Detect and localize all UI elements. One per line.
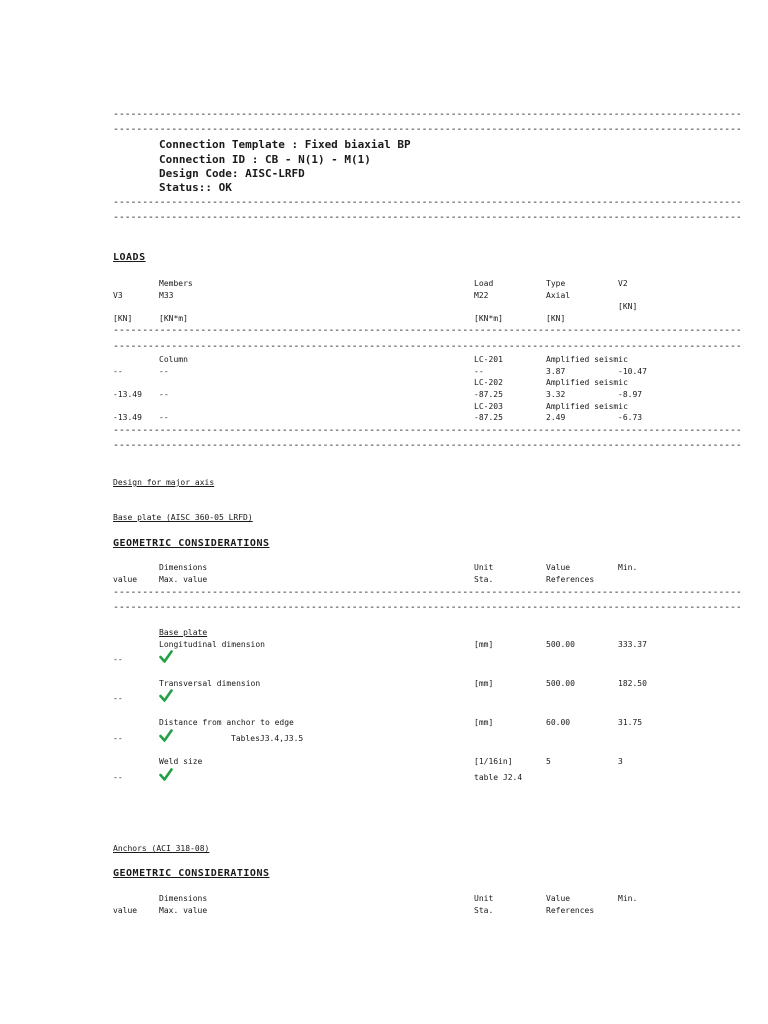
col-load: Load (474, 279, 494, 288)
geo-refs: References (546, 906, 595, 915)
check-icon (159, 729, 173, 742)
item-name: Longitudinal dimension (159, 640, 265, 649)
geo-min: Min. (618, 563, 638, 572)
separator-line: ------------------------------------------------------------------------------------------------------------ (113, 425, 742, 436)
load-v2: -10.47 (618, 367, 647, 376)
col-v3: V3 (113, 291, 123, 300)
item-min: 3 (618, 757, 623, 766)
geo-sta: Sta. (474, 906, 494, 915)
member-v3: -- (113, 367, 123, 376)
item-unit: [mm] (474, 640, 494, 649)
separator-line: ------------------------------------------------------------------------------------------------------------ (113, 212, 742, 223)
load-m33: -- (159, 413, 169, 422)
item-max: -- (113, 734, 123, 743)
geo-unit: Unit (474, 563, 494, 572)
separator-line: ------------------------------------------------------------------------------------------------------------ (113, 587, 742, 598)
load-v2: -6.73 (618, 413, 643, 422)
col-type: Type (546, 279, 566, 288)
load-axial: 3.87 (546, 367, 566, 376)
col-axial: Axial (546, 291, 571, 300)
separator-line: ------------------------------------------------------------------------------------------------------------ (113, 440, 742, 451)
geo-dimensions: Dimensions (159, 563, 208, 572)
load-m22: -87.25 (474, 413, 503, 422)
geo-value2: value (113, 906, 138, 915)
design-major-axis: Design for major axis (113, 478, 215, 487)
load-axial: 2.49 (546, 413, 566, 422)
connection-id: Connection ID : CB - N(1) - M(1) (159, 153, 371, 166)
item-unit: [1/16in] (474, 757, 513, 766)
geometric-title: GEOMETRIC CONSIDERATIONS (113, 538, 270, 549)
anchors-standard: Anchors (ACI 318-08) (113, 844, 210, 853)
load-m22: -87.25 (474, 390, 503, 399)
load-case: LC-203 (474, 402, 503, 411)
item-min: 333.37 (618, 640, 647, 649)
load-m33: -- (159, 390, 169, 399)
item-min: 31.75 (618, 718, 643, 727)
geo-value2: value (113, 575, 138, 584)
geo-sta: Sta. (474, 575, 494, 584)
item-unit: [mm] (474, 718, 494, 727)
design-code: Design Code: AISC-LRFD (159, 167, 305, 180)
unit-axial: [KN] (546, 314, 566, 323)
item-value: 5 (546, 757, 551, 766)
separator-line: ------------------------------------------------------------------------------------------------------------ (113, 124, 742, 135)
item-max: -- (113, 655, 123, 664)
base-plate-title: Base plate (159, 628, 208, 637)
load-case: LC-201 (474, 355, 503, 364)
item-value: 500.00 (546, 640, 575, 649)
check-icon (159, 689, 173, 702)
separator-line: ------------------------------------------------------------------------------------------------------------ (113, 109, 742, 120)
geometric-title: GEOMETRIC CONSIDERATIONS (113, 868, 270, 879)
geo-dimensions: Dimensions (159, 894, 208, 903)
item-max: -- (113, 694, 123, 703)
item-name: Transversal dimension (159, 679, 261, 688)
col-v2: V2 (618, 279, 628, 288)
separator-line: ------------------------------------------------------------------------------------------------------------ (113, 602, 742, 613)
geo-min: Min. (618, 894, 638, 903)
item-unit: [mm] (474, 679, 494, 688)
load-v2: -8.97 (618, 390, 643, 399)
check-icon (159, 650, 173, 663)
col-m22: M22 (474, 291, 489, 300)
geo-refs: References (546, 575, 595, 584)
col-members: Members (159, 279, 193, 288)
separator-line: ------------------------------------------------------------------------------------------------------------ (113, 197, 742, 208)
unit-m22: [KN*m] (474, 314, 503, 323)
unit-v2: [KN] (618, 302, 638, 311)
item-reference: table J2.4 (474, 773, 523, 782)
separator-line: ------------------------------------------------------------------------------------------------------------ (113, 341, 742, 352)
item-name: Weld size (159, 757, 203, 766)
load-type: Amplified seismic (546, 378, 628, 387)
col-m33: M33 (159, 291, 174, 300)
load-type: Amplified seismic (546, 355, 628, 364)
item-min: 182.50 (618, 679, 647, 688)
load-m22: -- (474, 367, 484, 376)
load-case: LC-202 (474, 378, 503, 387)
base-plate-standard: Base plate (AISC 360-05 LRFD) (113, 513, 253, 522)
unit-m33: [KN*m] (159, 314, 188, 323)
geo-value: Value (546, 894, 571, 903)
item-value: 500.00 (546, 679, 575, 688)
status: Status:: OK (159, 181, 232, 194)
loads-title: LOADS (113, 252, 146, 263)
item-value: 60.00 (546, 718, 571, 727)
geo-unit: Unit (474, 894, 494, 903)
member-name: Column (159, 355, 188, 364)
member-m33: -- (159, 367, 169, 376)
load-axial: 3.32 (546, 390, 566, 399)
item-max: -- (113, 773, 123, 782)
item-reference: TablesJ3.4,J3.5 (231, 734, 304, 743)
separator-line: ------------------------------------------------------------------------------------------------------------ (113, 325, 742, 336)
load-v3: -13.49 (113, 413, 142, 422)
geo-max: Max. value (159, 575, 208, 584)
check-icon (159, 768, 173, 781)
geo-max: Max. value (159, 906, 208, 915)
geo-value: Value (546, 563, 571, 572)
unit-v3: [KN] (113, 314, 133, 323)
load-v3: -13.49 (113, 390, 142, 399)
connection-template: Connection Template : Fixed biaxial BP (159, 138, 411, 151)
load-type: Amplified seismic (546, 402, 628, 411)
item-name: Distance from anchor to edge (159, 718, 294, 727)
